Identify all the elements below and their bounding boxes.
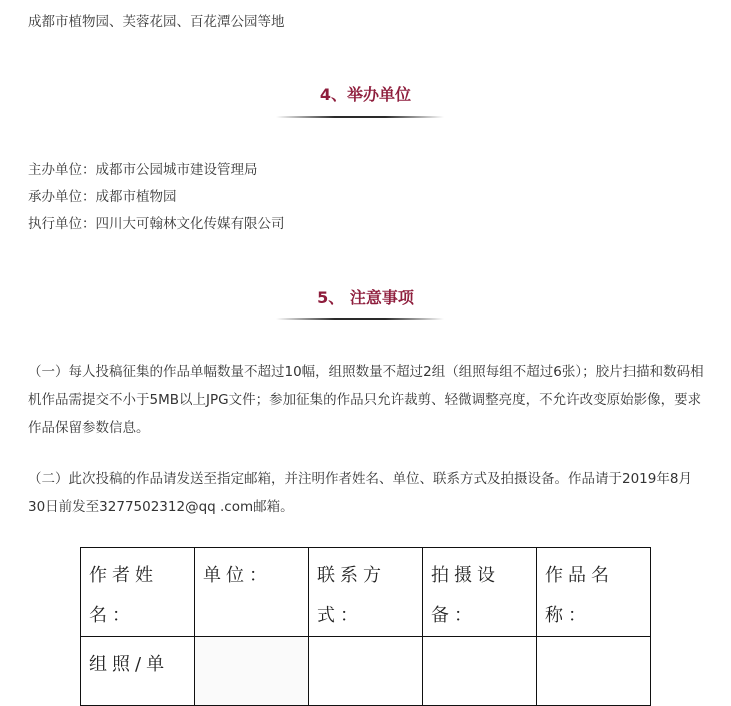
empty-cell — [195, 637, 309, 706]
device-cell: 拍摄设备： — [423, 548, 537, 637]
submission-form-table — [80, 547, 651, 706]
notice-paragraph-2: （二）此次投稿的作品请发送至指定邮箱，并注明作者姓名、单位、联系方式及拍摄设备。作品请于2019年8月30日前发至3277502312@qq .com邮箱。 — [28, 471, 692, 515]
group-single-cell: 组照/单 — [81, 637, 195, 706]
empty-cell — [537, 637, 651, 706]
section5-divider — [276, 318, 444, 320]
section5-title: 5、 注意事项 — [317, 288, 414, 307]
organizer-line: 主办单位：成都市公园城市建设管理局 — [28, 162, 258, 178]
section4-title: 4、举办单位 — [319, 85, 412, 104]
location-text: 成都市植物园、芙蓉花园、百花潭公园等地 — [28, 14, 285, 30]
empty-cell — [309, 637, 423, 706]
unit-cell: 单位： — [195, 548, 309, 637]
contact-cell: 联系方式： — [309, 548, 423, 637]
co-organizer-line: 承办单位：成都市植物园 — [28, 189, 177, 205]
executor-line: 执行单位：四川大可翰林文化传媒有限公司 — [28, 216, 285, 232]
table-row — [81, 637, 651, 706]
section4-divider — [276, 116, 444, 118]
notice-paragraph-1: （一）每人投稿征集的作品单幅数量不超过10幅，组照数量不超过2组（组照每组不超过6张）；胶片扫描和数码相机作品需提交不小于5MB以上JPG文件；参加征集的作品只允许裁剪、轻微调整亮度，不允许改变原始影像，要求作品保留参数信息。 — [28, 364, 704, 436]
author-name-cell: 作者姓名： — [81, 548, 195, 637]
table-header-row — [81, 548, 651, 637]
empty-cell — [423, 637, 537, 706]
work-name-cell: 作品名称： — [537, 548, 651, 637]
